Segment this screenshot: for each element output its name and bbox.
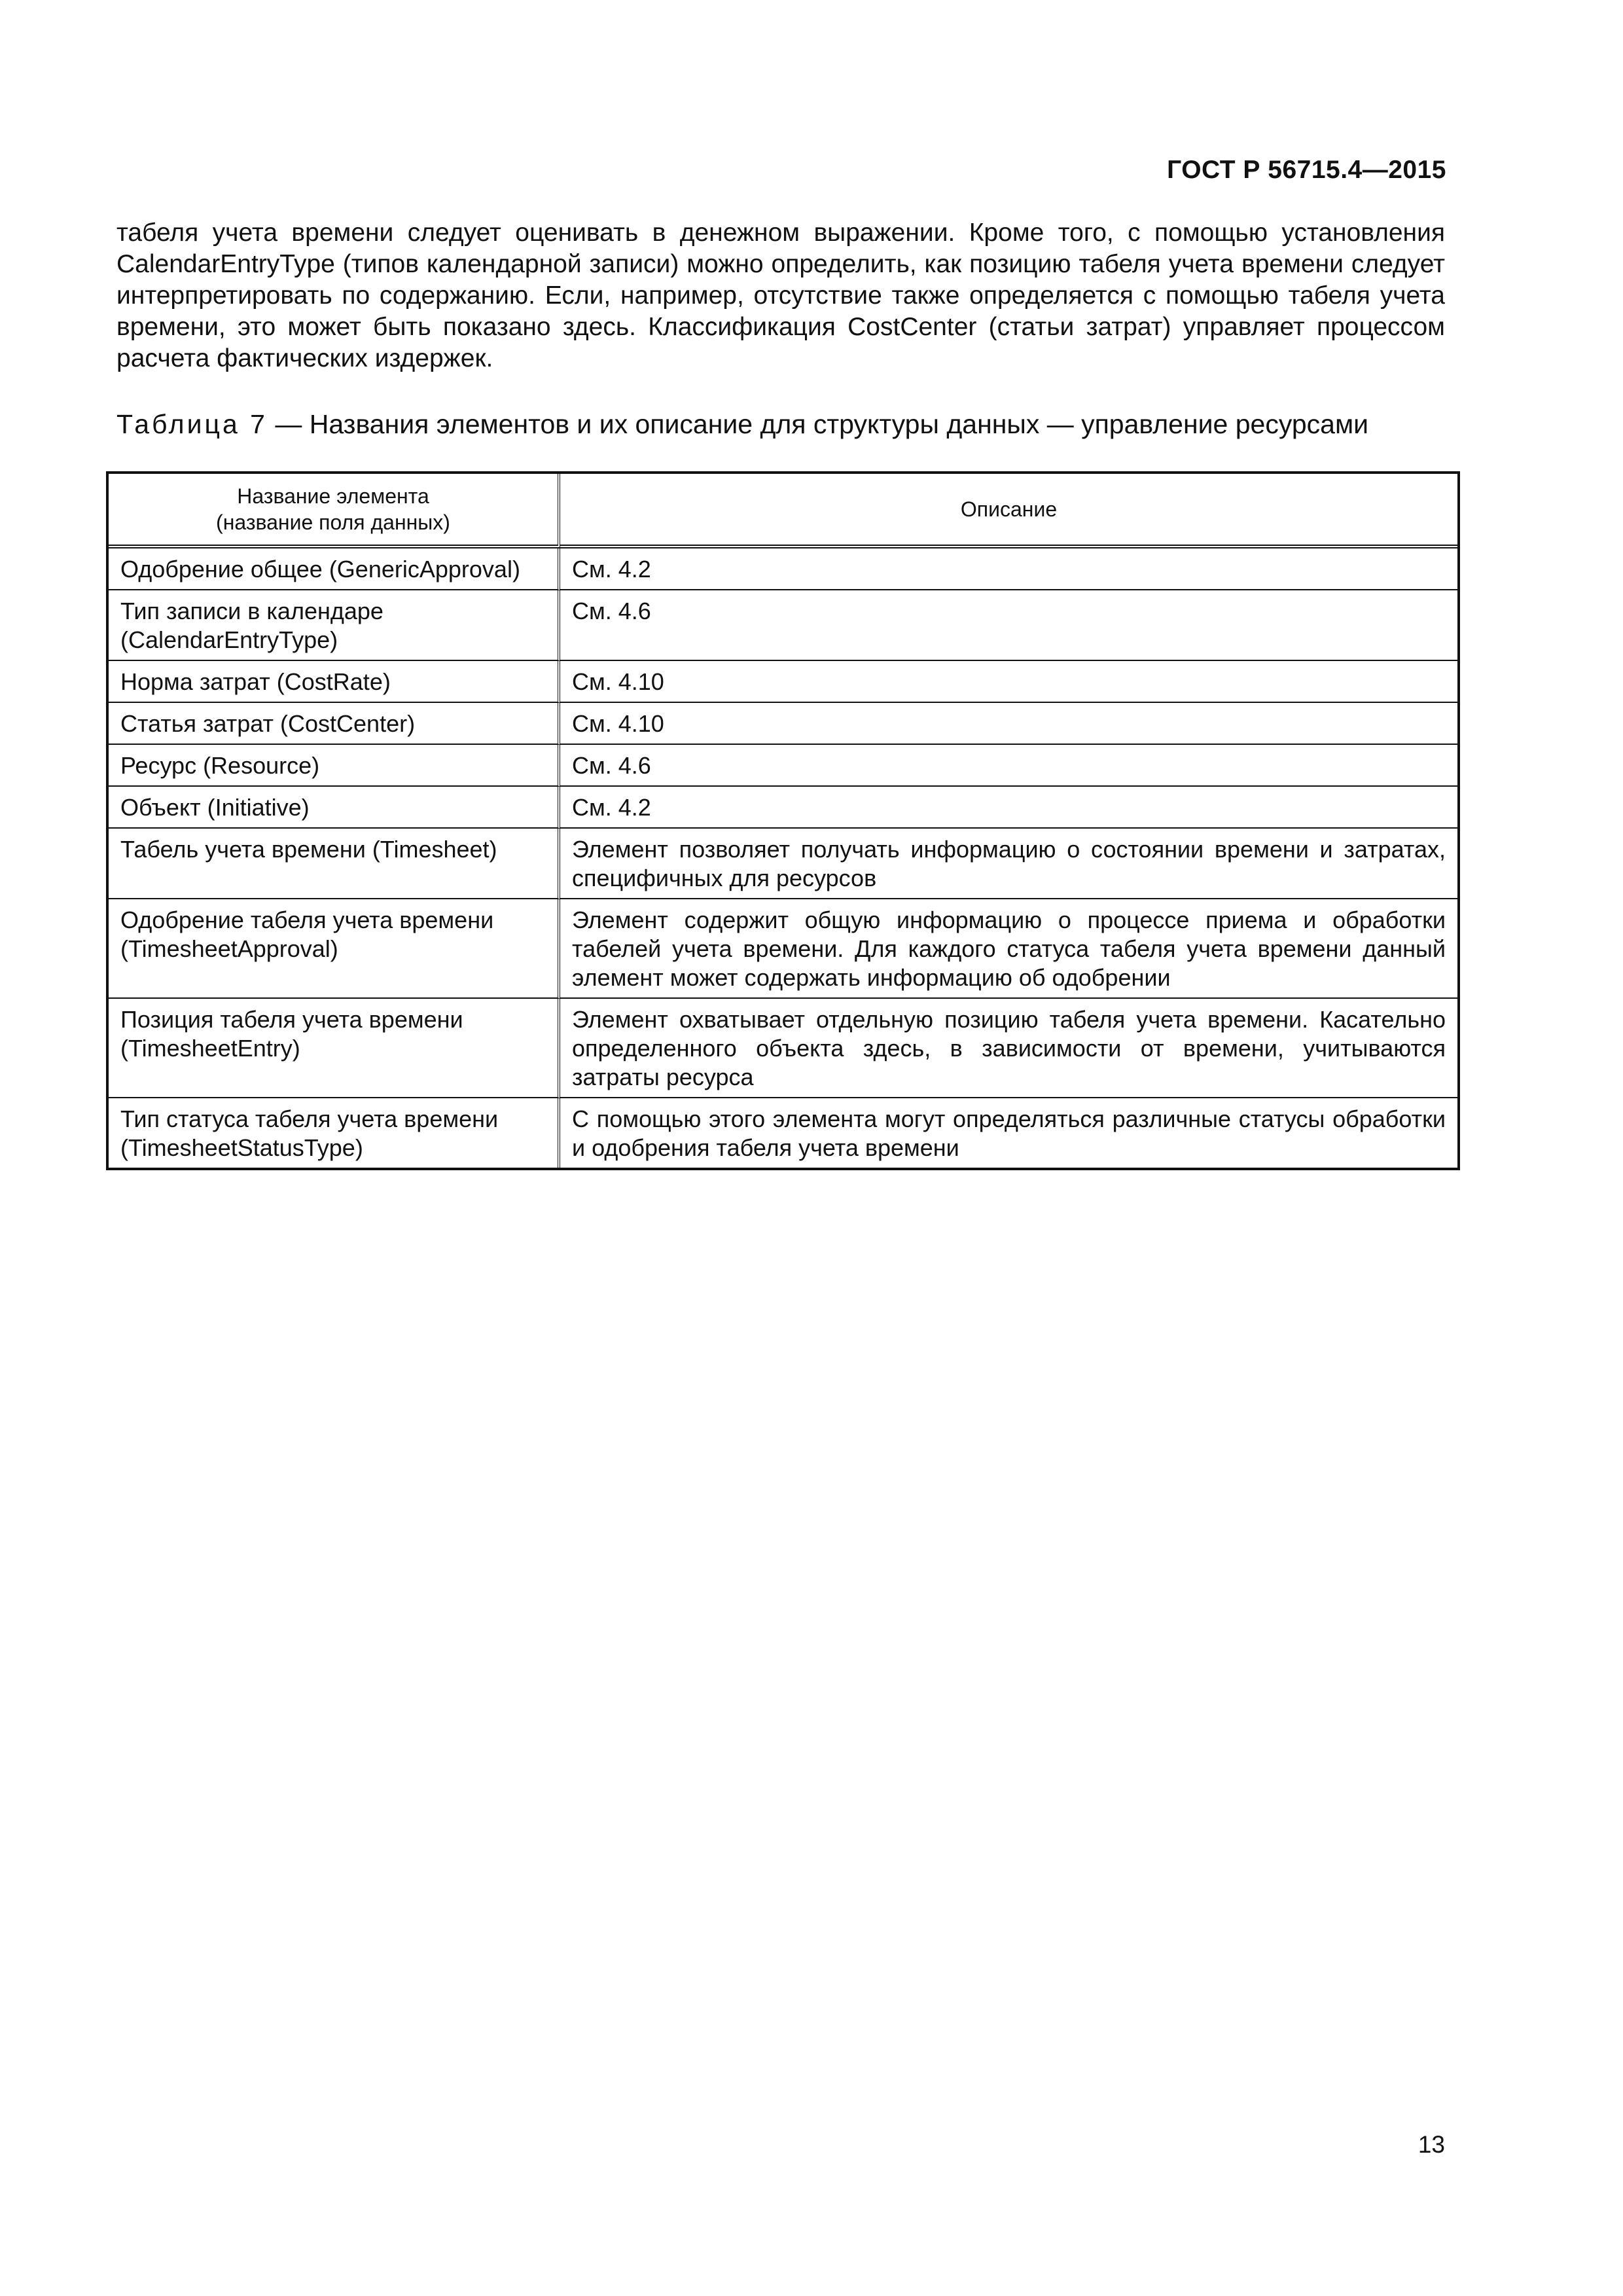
header-element-name-line1: Название элемента xyxy=(237,484,429,508)
header-description: Описание xyxy=(560,474,1457,548)
page-number: 13 xyxy=(1418,2131,1445,2158)
table-row xyxy=(109,703,1457,745)
table-row xyxy=(109,829,1457,899)
header-element-name xyxy=(109,474,560,548)
row-description: См. 4.2 xyxy=(560,787,1457,829)
row-element-name: Одобрение табеля учета времени (TimesheetApproval) xyxy=(109,899,560,999)
row-description: Элемент содержит общую информацию о процессе приема и обработки табелей учета времени. Для каждого статуса табеля учета времени данный элемент может содержать информацию об одобрении xyxy=(560,899,1457,999)
row-description: См. 4.2 xyxy=(560,548,1457,590)
row-description: Элемент охватывает отдельную позицию табеля учета времени. Касательно определенного объекта здесь, в зависимости от времени, учитываются затраты ресурса xyxy=(560,999,1457,1098)
row-description: См. 4.10 xyxy=(560,703,1457,745)
document-standard-code: ГОСТ Р 56715.4—2015 xyxy=(1167,156,1446,184)
table-row xyxy=(109,1098,1457,1168)
table-row xyxy=(109,745,1457,787)
table-caption-title: — Названия элементов и их описание для структуры данных — управление ресурсами xyxy=(267,409,1369,439)
table-caption xyxy=(116,407,1491,441)
table-row xyxy=(109,590,1457,661)
table-row xyxy=(109,548,1457,590)
table-row xyxy=(109,661,1457,703)
table-row xyxy=(109,999,1457,1098)
table-caption-label: Таблица 7 xyxy=(116,409,268,439)
header-element-name-line2: (название поля данных) xyxy=(216,511,450,534)
intro-paragraph: табеля учета времени следует оценивать в денежном выражении. Кроме того, с помощью установления CalendarEntryType (типов календарной записи) можно определить, как позицию табеля учета времени следует интерпретировать по содержанию. Если, например, отсутствие также определяется с помощью табеля учета времени, это может быть показано здесь. Классификация CostCenter (статьи затрат) управляет процессом расчета фактических издержек. xyxy=(116,219,1445,372)
row-element-name: Ресурс (Resource) xyxy=(109,745,560,787)
row-element-name: Тип статуса табеля учета времени (TimesheetStatusType) xyxy=(109,1098,560,1168)
resource-elements-table xyxy=(106,471,1460,1170)
table-container xyxy=(106,471,1457,1170)
row-description: Элемент позволяет получать информацию о состоянии времени и затратах, специфичных для ресурсов xyxy=(560,829,1457,899)
table-row xyxy=(109,899,1457,999)
row-element-name: Объект (Initiative) xyxy=(109,787,560,829)
table-header-row xyxy=(109,474,1457,548)
row-element-name: Позиция табеля учета времени (TimesheetEntry) xyxy=(109,999,560,1098)
table-row xyxy=(109,787,1457,829)
row-description: С помощью этого элемента могут определяться различные статусы обработки и одобрения табеля учета времени xyxy=(572,1105,1446,1161)
row-element-name: Табель учета времени (Timesheet) xyxy=(109,829,560,899)
row-element-name: Одобрение общее (GenericApproval) xyxy=(109,548,560,590)
row-element-name: Тип записи в календаре (CalendarEntryType) xyxy=(109,590,560,661)
row-element-name: Статья затрат (CostCenter) xyxy=(109,703,560,745)
row-element-name: Норма затрат (CostRate) xyxy=(109,661,560,703)
row-description: См. 4.10 xyxy=(560,661,1457,703)
row-description: См. 4.6 xyxy=(560,590,1457,661)
row-description: См. 4.6 xyxy=(560,745,1457,787)
